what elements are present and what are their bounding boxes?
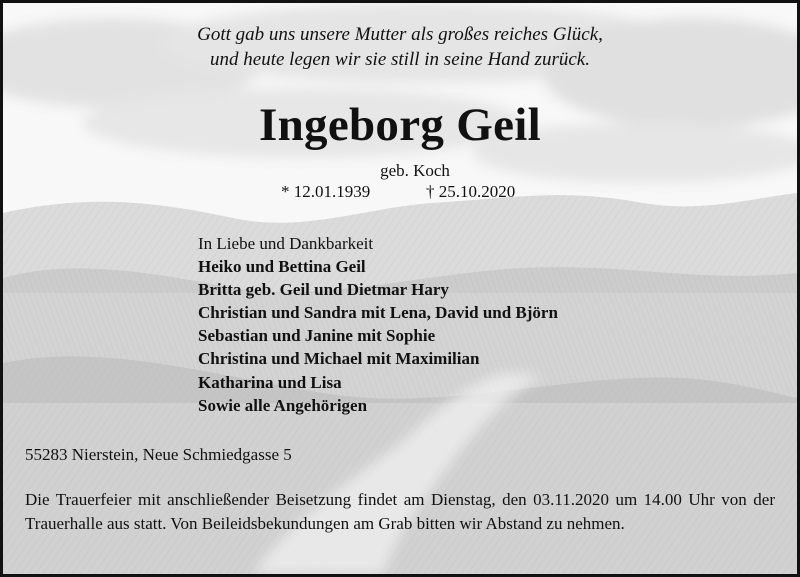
life-dates bbox=[3, 180, 797, 204]
family-address: 55283 Nierstein, Neue Schmiedgasse 5 bbox=[25, 445, 292, 464]
maiden-name: geb. Koch bbox=[380, 161, 450, 180]
mourner-row: Katharina und Lisa bbox=[198, 372, 342, 392]
obituary-content bbox=[3, 3, 797, 574]
mourner-row: Sebastian und Janine mit Sophie bbox=[198, 326, 436, 346]
motto-line-2: und heute legen wir sie still in seine Hand zurück. bbox=[210, 49, 590, 70]
motto-line-1: Gott gab uns unsere Mutter als großes reiches Glück, bbox=[197, 24, 603, 45]
death-date: † 25.10.2020 bbox=[426, 182, 516, 201]
mourner-row: Christian und Sandra mit Lena, David und Björn bbox=[198, 303, 558, 323]
birth-date: * 12.01.1939 bbox=[281, 182, 371, 201]
mourners-list bbox=[198, 232, 558, 417]
funeral-notice: Die Trauerfeier mit anschließender Beisetzung findet am Dienstag, den 03.11.2020 um 14.00 Uhr von der Trauerhalle aus statt. Von Beileidsbekundungen am Grab bitten wir Abstand zu nehmen. bbox=[25, 490, 775, 533]
mourner-row: Christina und Michael mit Maximilian bbox=[198, 349, 480, 369]
mourners-intro: In Liebe und Dankbarkeit bbox=[198, 234, 374, 253]
mourner-row: Heiko und Bettina Geil bbox=[198, 257, 366, 277]
mourner-row: Sowie alle Angehörigen bbox=[198, 395, 368, 415]
deceased-name: Ingeborg Geil bbox=[259, 99, 541, 151]
mourner-row: Britta geb. Geil und Dietmar Hary bbox=[198, 280, 449, 300]
motto-verse bbox=[3, 22, 797, 72]
